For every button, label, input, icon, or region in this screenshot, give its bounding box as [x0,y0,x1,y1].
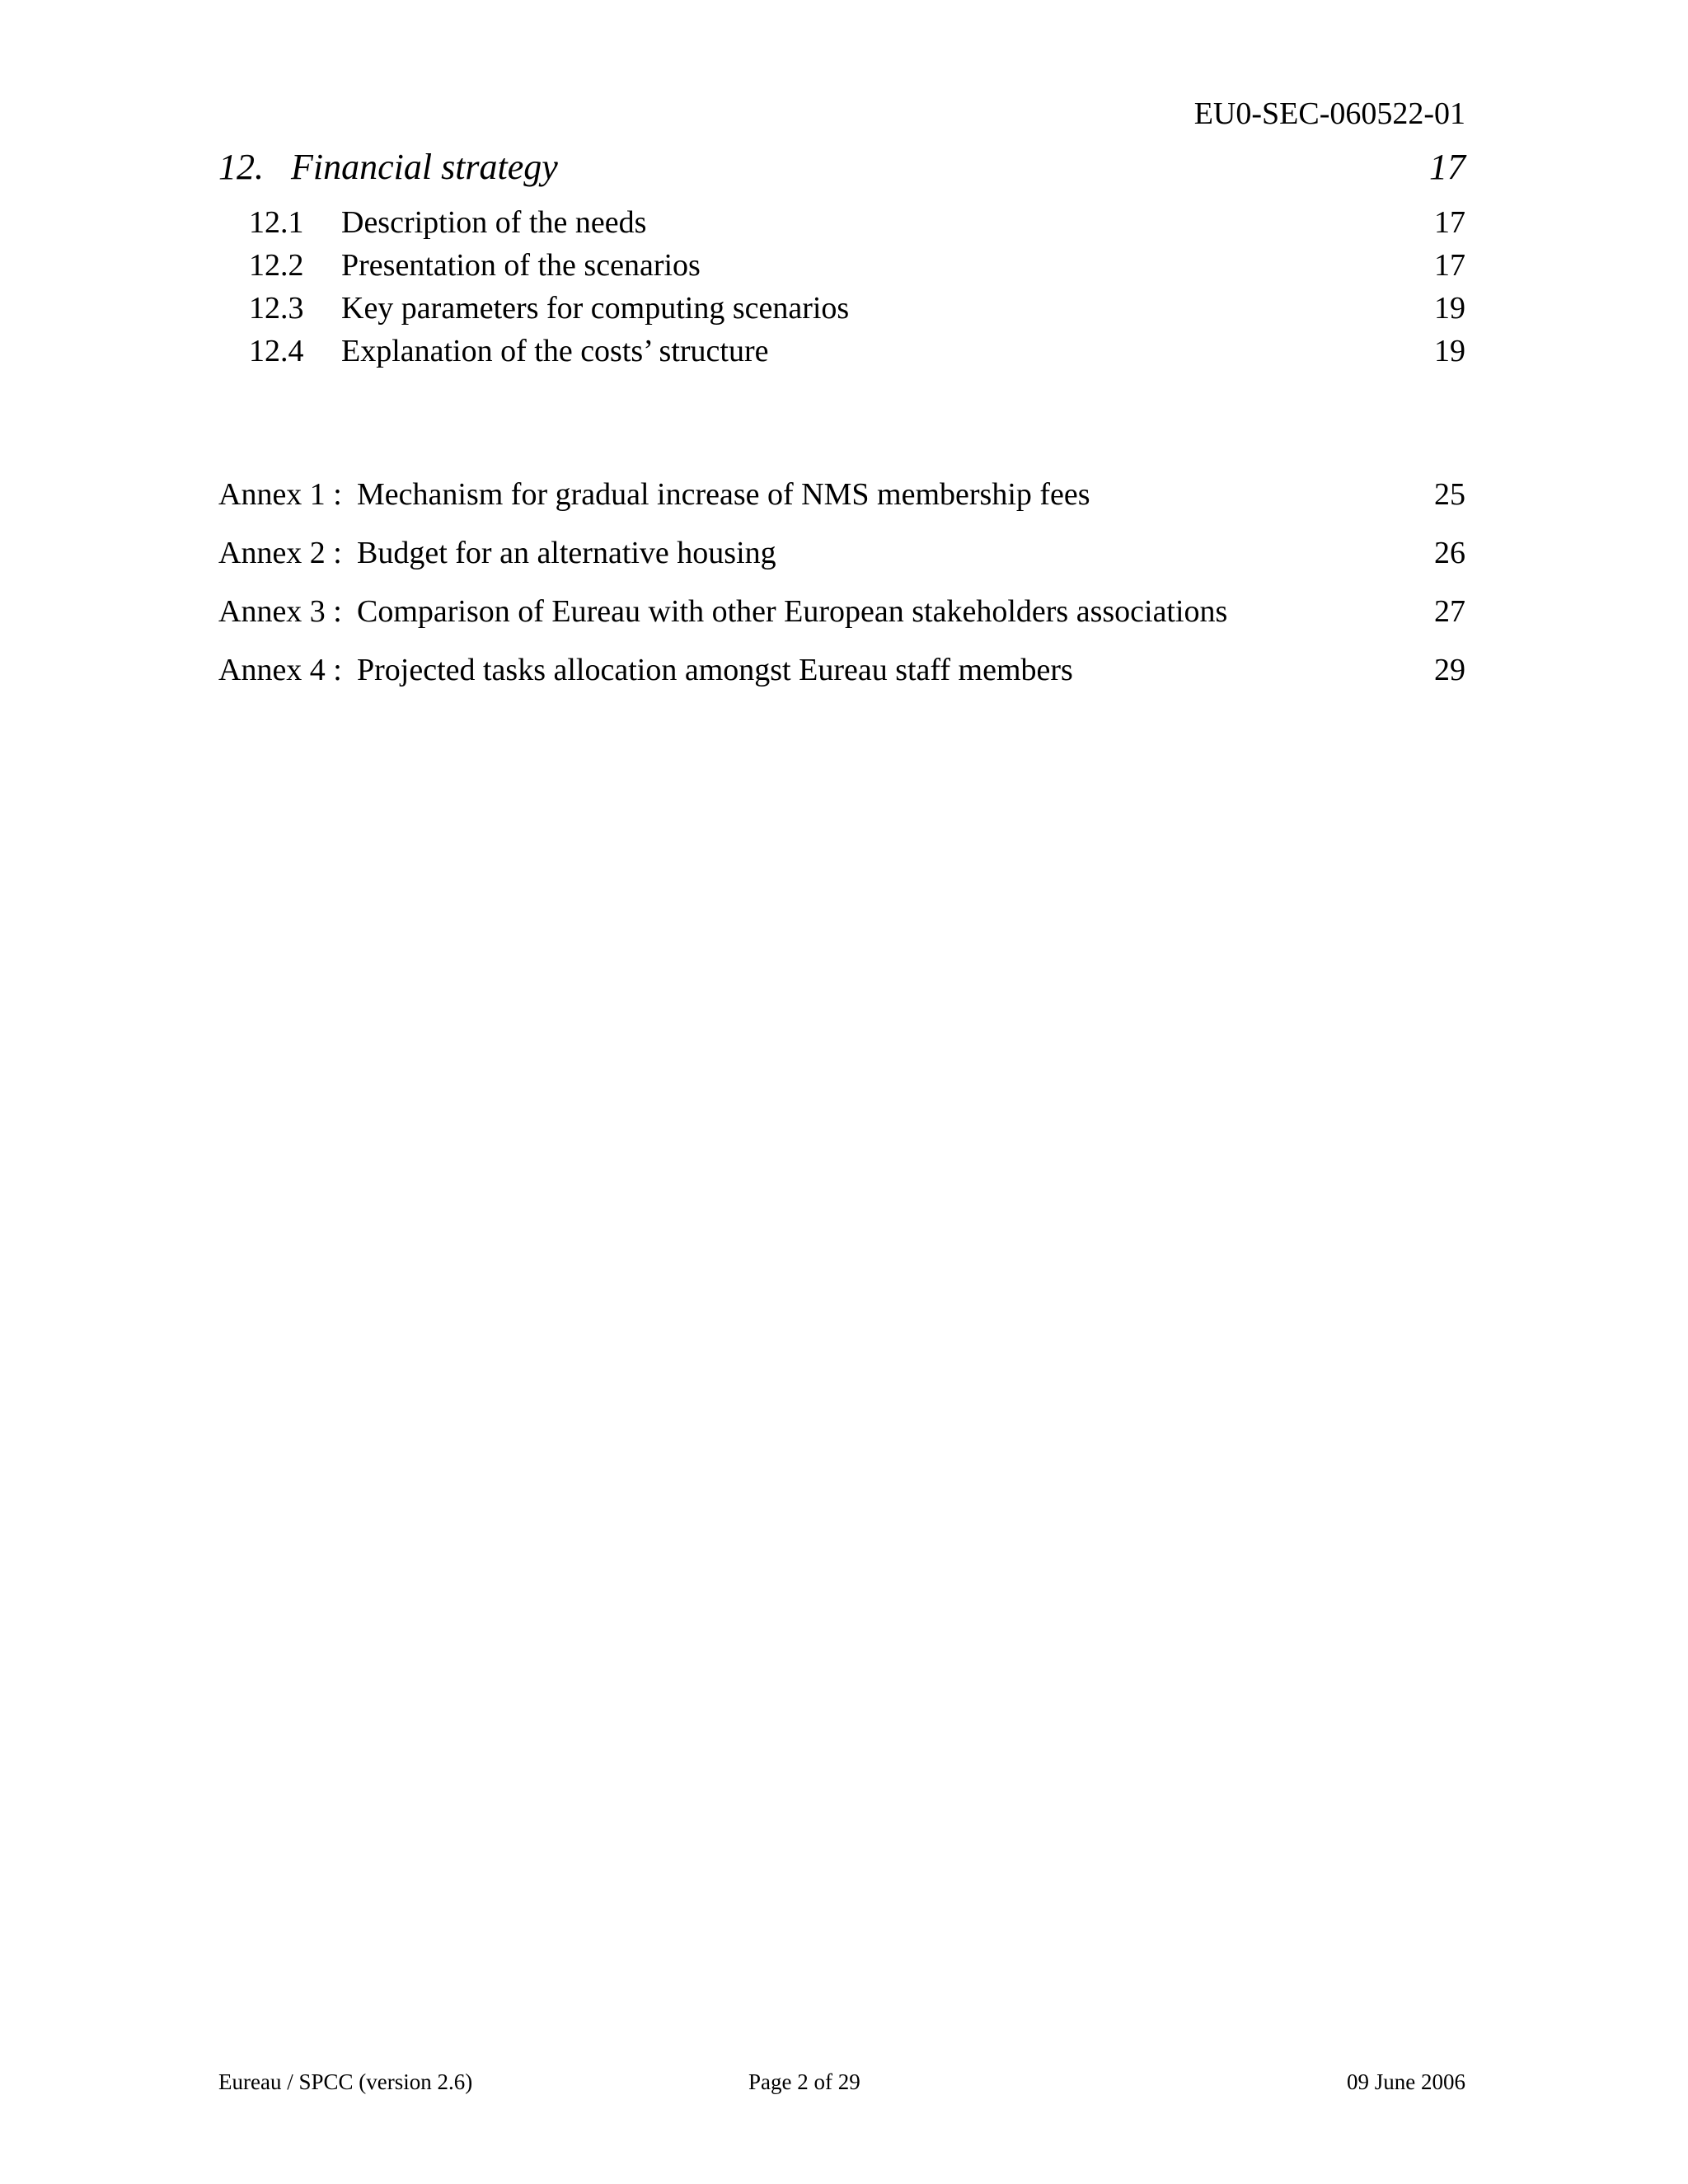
toc-subsection-page: 19 [1434,334,1465,368]
page-footer [218,2067,1465,2097]
toc-subsection-12-1[interactable] [249,201,1465,244]
footer-document-version: Eureau / SPCC (version 2.6) [218,2069,473,2094]
toc-subsection-number: 12.1 [249,205,304,240]
toc-subsection-number: 12.4 [249,334,304,368]
toc-subsection-title: Description of the needs [341,205,647,240]
toc-subsection-title: Key parameters for computing scenarios [341,291,850,326]
toc-annex-label: Annex 2 : [218,536,342,570]
toc-subsection-page: 17 [1434,205,1465,240]
toc-annex-3[interactable] [218,588,1465,647]
footer-date: 09 June 2006 [1347,2069,1465,2094]
toc-subsection-12-4[interactable] [249,330,1465,373]
toc-annex-title: Mechanism for gradual increase of NMS membership fees [357,477,1090,512]
toc-section-page: 17 [1429,147,1465,187]
toc-annex-2[interactable] [218,530,1465,588]
toc-annex-label: Annex 1 : [218,477,342,512]
toc-annex-title: Projected tasks allocation amongst Eureau staff members [357,653,1073,687]
toc-subsection-title: Presentation of the scenarios [341,248,701,283]
toc-subsection-page: 19 [1434,291,1465,326]
toc-annex-4[interactable] [218,647,1465,705]
toc-annex-title: Budget for an alternative housing [357,536,776,570]
toc-section-title: Financial strategy [291,147,558,187]
toc-subsection-number: 12.3 [249,291,304,326]
toc-subsection-12-3[interactable] [249,287,1465,330]
toc-subsection-page: 17 [1434,248,1465,283]
toc-subsection-number: 12.2 [249,248,304,283]
toc-annex-page: 29 [1434,653,1465,687]
toc-subsection-12-2[interactable] [249,244,1465,287]
toc-annex-title: Comparison of Eureau with other European stakeholders associations [357,594,1228,629]
toc-subsection-title: Explanation of the costs’ structure [341,334,769,368]
toc-annex-page: 26 [1434,536,1465,570]
toc-section-number: 12. [218,147,264,187]
toc-annex-1[interactable] [218,471,1465,530]
toc-annex-page: 27 [1434,594,1465,629]
toc-annex-list [218,471,1465,705]
toc-subsection-list [249,201,1465,373]
toc-annex-page: 25 [1434,477,1465,512]
toc-annex-label: Annex 3 : [218,594,342,629]
toc-section-12[interactable] [218,145,1465,190]
footer-page-number: Page 2 of 29 [748,2069,860,2094]
document-reference: EU0-SEC-060522-01 [1193,96,1465,131]
toc-annex-label: Annex 4 : [218,653,342,687]
